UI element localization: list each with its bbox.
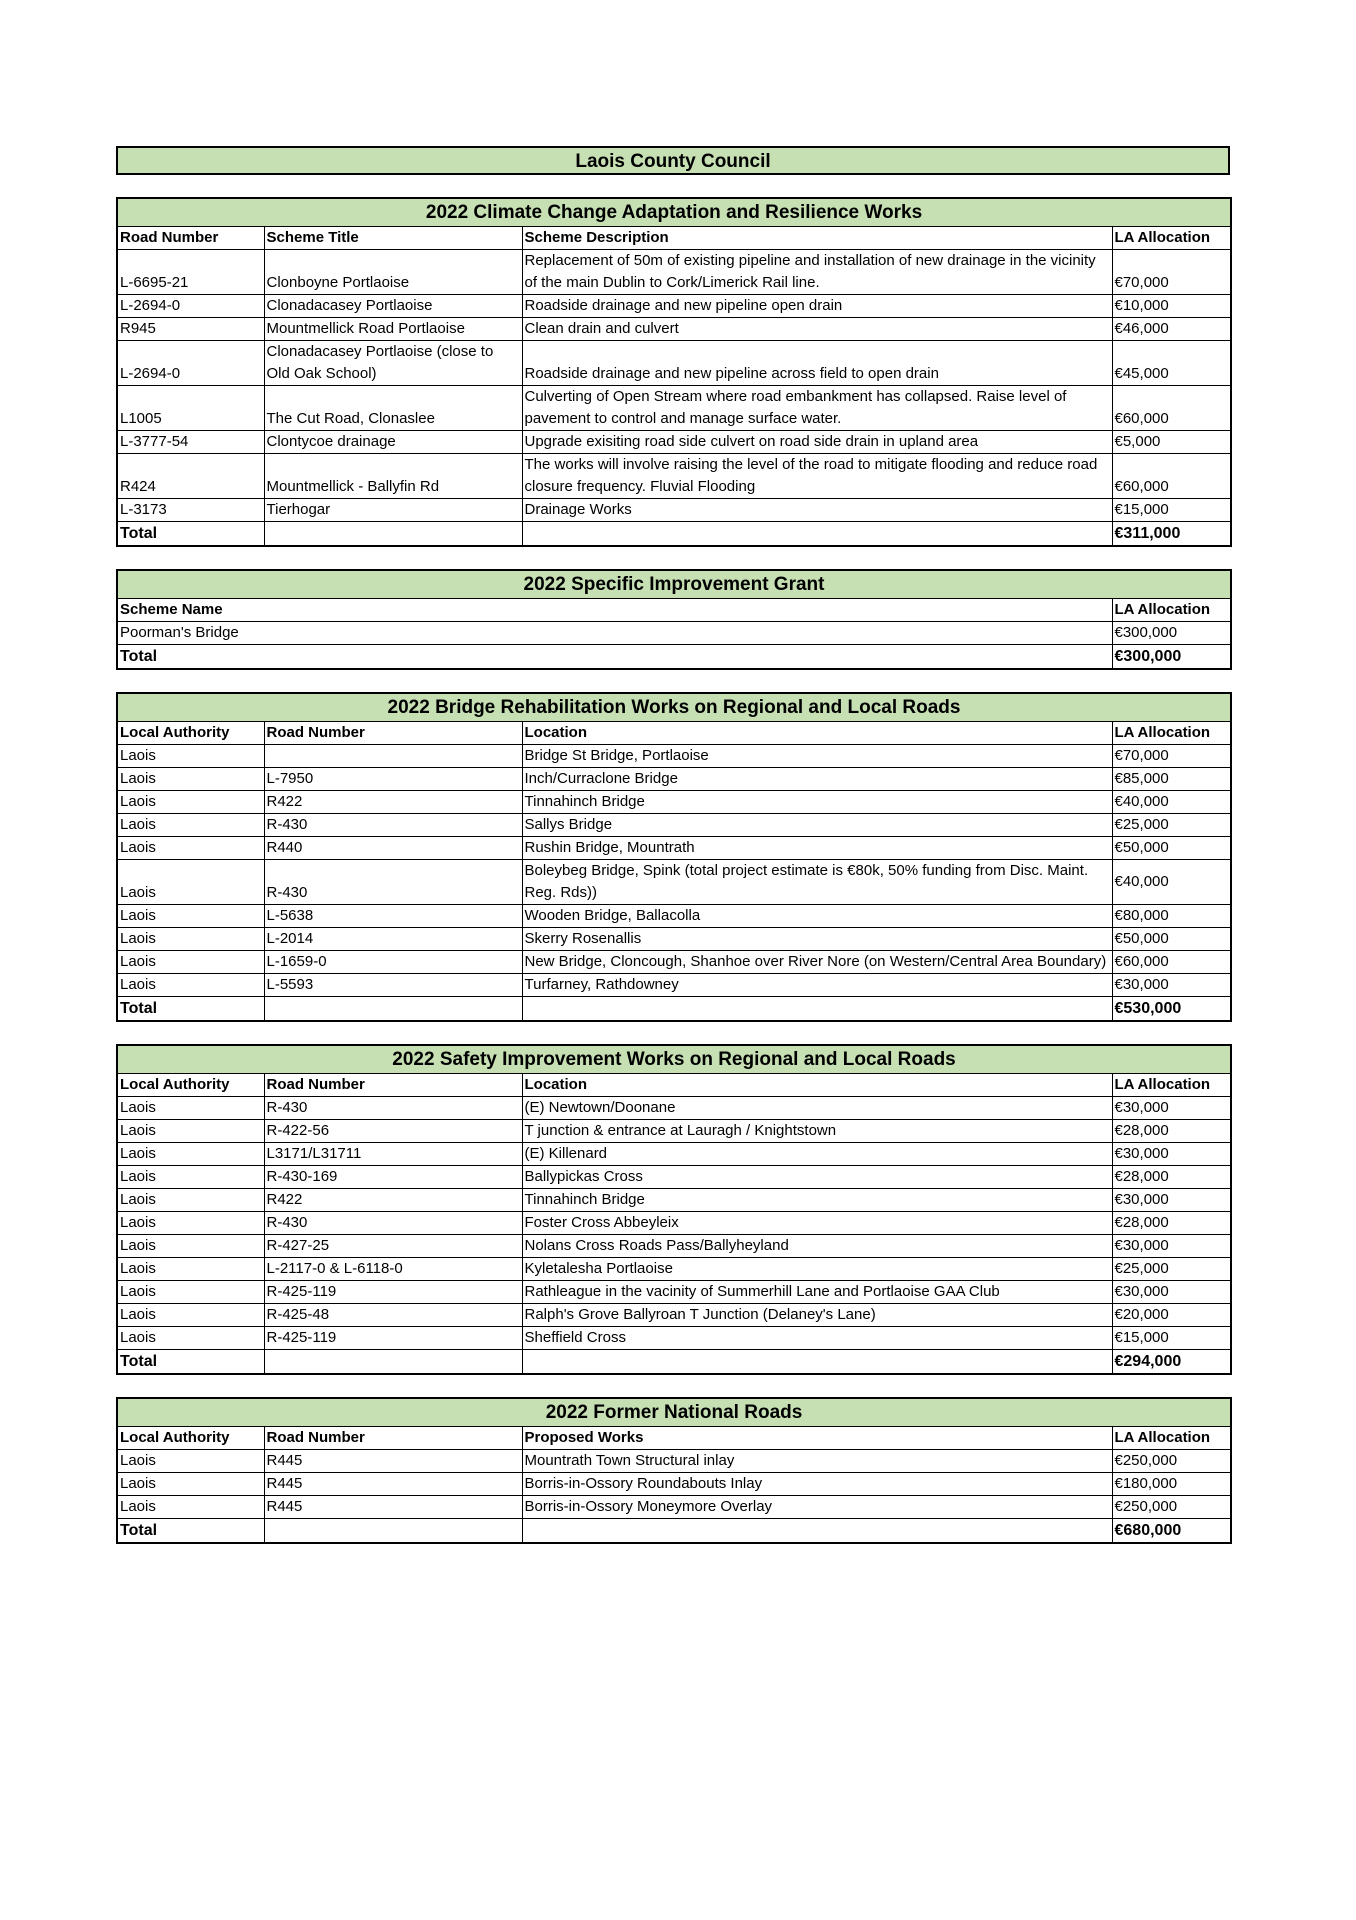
table-row [117, 431, 1231, 454]
total-label: Total [117, 522, 264, 547]
table-cell: R445 [264, 1473, 522, 1496]
total-row [117, 1519, 1231, 1544]
total-cell [264, 1350, 522, 1375]
table-cell: Laois [117, 1496, 264, 1519]
table-cell: R-430-169 [264, 1166, 522, 1189]
table-cell: R-430 [264, 1212, 522, 1235]
table-cell: L1005 [117, 386, 264, 431]
total-label: Total [117, 997, 264, 1022]
table-row [117, 1120, 1231, 1143]
table-row [117, 814, 1231, 837]
table-cell: €25,000 [1112, 814, 1231, 837]
table-cell: Wooden Bridge, Ballacolla [522, 905, 1112, 928]
total-cell [522, 1519, 1112, 1544]
total-label: Total [117, 1519, 264, 1544]
table-cell: €20,000 [1112, 1304, 1231, 1327]
table-cell: Clean drain and culvert [522, 318, 1112, 341]
table-cell: Tierhogar [264, 499, 522, 522]
table-cell: €300,000 [1112, 622, 1231, 645]
section-title-row [117, 1045, 1231, 1074]
table-cell: L-2117-0 & L-6118-0 [264, 1258, 522, 1281]
column-header: Proposed Works [522, 1427, 1112, 1450]
table-row [117, 1143, 1231, 1166]
table-cell: Upgrade exisiting road side culvert on road side drain in upland area [522, 431, 1112, 454]
table-cell: Kyletalesha Portlaoise [522, 1258, 1112, 1281]
table-cell: €25,000 [1112, 1258, 1231, 1281]
table-cell: €15,000 [1112, 1327, 1231, 1350]
section-title-row [117, 570, 1231, 599]
table-row [117, 622, 1231, 645]
table-cell: Clontycoe drainage [264, 431, 522, 454]
table-cell: €15,000 [1112, 499, 1231, 522]
table-cell: Rathleague in the vacinity of Summerhill Lane and Portlaoise GAA Club [522, 1281, 1112, 1304]
table-row [117, 905, 1231, 928]
table-cell: Laois [117, 951, 264, 974]
table-cell: Laois [117, 1189, 264, 1212]
table-cell: Replacement of 50m of existing pipeline and installation of new drainage in the vicinity of the main Dublin to Cork/Limerick Rail line. [522, 250, 1112, 295]
table-cell: Laois [117, 1304, 264, 1327]
total-cell [264, 1519, 522, 1544]
table-cell: Ballypickas Cross [522, 1166, 1112, 1189]
total-amount: €680,000 [1112, 1519, 1231, 1544]
total-cell [522, 522, 1112, 547]
table-cell: Laois [117, 1327, 264, 1350]
column-header: Scheme Title [264, 227, 522, 250]
table-cell: €50,000 [1112, 837, 1231, 860]
table-row [117, 1327, 1231, 1350]
header-row [117, 227, 1231, 250]
table-row [117, 1473, 1231, 1496]
table-row [117, 318, 1231, 341]
safety-improvement-table [116, 1044, 1232, 1375]
total-cell [264, 997, 522, 1022]
table-cell: €30,000 [1112, 1143, 1231, 1166]
table-cell: Boleybeg Bridge, Spink (total project estimate is €80k, 50% funding from Disc. Maint. Reg. Rds)) [522, 860, 1112, 905]
table-cell: Mountrath Town Structural inlay [522, 1450, 1112, 1473]
table-cell: Laois [117, 1473, 264, 1496]
table-cell: Laois [117, 1143, 264, 1166]
former-national-roads-table [116, 1397, 1232, 1544]
table-cell: New Bridge, Cloncough, Shanhoe over River Nore (on Western/Central Area Boundary) [522, 951, 1112, 974]
table-cell: R424 [117, 454, 264, 499]
table-cell: €10,000 [1112, 295, 1231, 318]
section-title-row [117, 1398, 1231, 1427]
table-cell: R445 [264, 1450, 522, 1473]
table-row [117, 1450, 1231, 1473]
total-cell [522, 997, 1112, 1022]
table-cell: R445 [264, 1496, 522, 1519]
table-cell: Laois [117, 860, 264, 905]
total-row [117, 997, 1231, 1022]
section-title: 2022 Former National Roads [117, 1398, 1231, 1427]
table-cell: €30,000 [1112, 1097, 1231, 1120]
table-cell: €250,000 [1112, 1450, 1231, 1473]
table-cell: L-1659-0 [264, 951, 522, 974]
table-cell: Clonadacasey Portlaoise (close to Old Oak School) [264, 341, 522, 386]
table-cell: Skerry Rosenallis [522, 928, 1112, 951]
table-row [117, 1304, 1231, 1327]
table-cell: €80,000 [1112, 905, 1231, 928]
table-cell: €250,000 [1112, 1496, 1231, 1519]
table-cell: L-2694-0 [117, 295, 264, 318]
table-cell: Foster Cross Abbeyleix [522, 1212, 1112, 1235]
table-cell: R945 [117, 318, 264, 341]
table-cell: R-430 [264, 814, 522, 837]
table-cell: Laois [117, 1166, 264, 1189]
table-cell: Ralph's Grove Ballyroan T Junction (Delaney's Lane) [522, 1304, 1112, 1327]
table-row [117, 951, 1231, 974]
table-cell: R-427-25 [264, 1235, 522, 1258]
table-cell: L-2014 [264, 928, 522, 951]
table-cell: L-3777-54 [117, 431, 264, 454]
total-amount: €294,000 [1112, 1350, 1231, 1375]
table-row [117, 341, 1231, 386]
table-cell: Laois [117, 928, 264, 951]
table-cell: €60,000 [1112, 386, 1231, 431]
table-row [117, 1212, 1231, 1235]
table-row [117, 1166, 1231, 1189]
table-cell: Laois [117, 768, 264, 791]
table-cell: €70,000 [1112, 250, 1231, 295]
table-cell: Rushin Bridge, Mountrath [522, 837, 1112, 860]
table-cell: Roadside drainage and new pipeline across field to open drain [522, 341, 1112, 386]
table-row [117, 1496, 1231, 1519]
table-cell: €30,000 [1112, 974, 1231, 997]
total-cell [264, 522, 522, 547]
section-title: 2022 Bridge Rehabilitation Works on Regional and Local Roads [117, 693, 1231, 722]
table-cell: Laois [117, 745, 264, 768]
table-cell: €40,000 [1112, 791, 1231, 814]
table-cell: Laois [117, 791, 264, 814]
table-cell: L-5593 [264, 974, 522, 997]
total-amount: €530,000 [1112, 997, 1231, 1022]
table-cell: L-3173 [117, 499, 264, 522]
column-header: LA Allocation [1112, 1427, 1231, 1450]
table-row [117, 928, 1231, 951]
table-cell: Laois [117, 974, 264, 997]
table-cell: The Cut Road, Clonaslee [264, 386, 522, 431]
table-cell: Culverting of Open Stream where road embankment has collapsed. Raise level of pavement to control and manage surface water. [522, 386, 1112, 431]
table-cell: €30,000 [1112, 1281, 1231, 1304]
header-row [117, 1074, 1231, 1097]
total-amount: €300,000 [1112, 645, 1231, 670]
table-cell: €50,000 [1112, 928, 1231, 951]
table-cell: Borris-in-Ossory Roundabouts Inlay [522, 1473, 1112, 1496]
column-header: LA Allocation [1112, 227, 1231, 250]
table-cell: Mountmellick Road Portlaoise [264, 318, 522, 341]
council-title: Laois County Council [116, 146, 1230, 175]
table-row [117, 1258, 1231, 1281]
total-row [117, 1350, 1231, 1375]
column-header: Scheme Name [117, 599, 1112, 622]
table-cell: €85,000 [1112, 768, 1231, 791]
table-cell: T junction & entrance at Lauragh / Knightstown [522, 1120, 1112, 1143]
table-cell: R422 [264, 791, 522, 814]
document-page [116, 146, 1230, 1544]
table-cell: €60,000 [1112, 951, 1231, 974]
table-row [117, 837, 1231, 860]
table-row [117, 386, 1231, 431]
section-title-row [117, 693, 1231, 722]
table-row [117, 1189, 1231, 1212]
section-title-row [117, 198, 1231, 227]
column-header: Location [522, 1074, 1112, 1097]
table-row [117, 974, 1231, 997]
column-header: LA Allocation [1112, 599, 1231, 622]
table-row [117, 768, 1231, 791]
column-header: Local Authority [117, 1074, 264, 1097]
table-cell: Turfarney, Rathdowney [522, 974, 1112, 997]
table-row [117, 1235, 1231, 1258]
table-row [117, 860, 1231, 905]
table-cell: L-2694-0 [117, 341, 264, 386]
column-header: Road Number [117, 227, 264, 250]
header-row [117, 1427, 1231, 1450]
table-cell: Laois [117, 905, 264, 928]
table-cell: Nolans Cross Roads Pass/Ballyheyland [522, 1235, 1112, 1258]
column-header: Road Number [264, 722, 522, 745]
table-cell: L-6695-21 [117, 250, 264, 295]
table-cell: Poorman's Bridge [117, 622, 1112, 645]
table-cell: €180,000 [1112, 1473, 1231, 1496]
table-cell: L-7950 [264, 768, 522, 791]
column-header: Road Number [264, 1074, 522, 1097]
table-cell: €45,000 [1112, 341, 1231, 386]
table-cell: R440 [264, 837, 522, 860]
table-cell: Sallys Bridge [522, 814, 1112, 837]
table-cell: Laois [117, 1212, 264, 1235]
column-header: LA Allocation [1112, 722, 1231, 745]
table-cell: Laois [117, 837, 264, 860]
table-row [117, 499, 1231, 522]
table-cell: €60,000 [1112, 454, 1231, 499]
table-cell: Mountmellick - Ballyfin Rd [264, 454, 522, 499]
table-cell: (E) Newtown/Doonane [522, 1097, 1112, 1120]
header-row [117, 599, 1231, 622]
table-cell: Clonadacasey Portlaoise [264, 295, 522, 318]
column-header: LA Allocation [1112, 1074, 1231, 1097]
table-cell: R422 [264, 1189, 522, 1212]
table-cell: €40,000 [1112, 860, 1231, 905]
table-cell: L-5638 [264, 905, 522, 928]
table-row [117, 791, 1231, 814]
table-cell: R-430 [264, 860, 522, 905]
total-row [117, 522, 1231, 547]
section-title: 2022 Safety Improvement Works on Regional and Local Roads [117, 1045, 1231, 1074]
table-cell: €28,000 [1112, 1120, 1231, 1143]
table-cell: L3171/L31711 [264, 1143, 522, 1166]
table-cell: Sheffield Cross [522, 1327, 1112, 1350]
column-header: Local Authority [117, 722, 264, 745]
table-cell [264, 745, 522, 768]
table-cell: R-425-48 [264, 1304, 522, 1327]
table-row [117, 745, 1231, 768]
table-cell: R-425-119 [264, 1327, 522, 1350]
table-cell: The works will involve raising the level of the road to mitigate flooding and reduce road closure frequency. Fluvial Flooding [522, 454, 1112, 499]
table-cell: €5,000 [1112, 431, 1231, 454]
column-header: Road Number [264, 1427, 522, 1450]
table-cell: Borris-in-Ossory Moneymore Overlay [522, 1496, 1112, 1519]
table-cell: R-422-56 [264, 1120, 522, 1143]
table-row [117, 1097, 1231, 1120]
column-header: Location [522, 722, 1112, 745]
table-row [117, 454, 1231, 499]
climate-works-table [116, 197, 1232, 547]
section-title: 2022 Specific Improvement Grant [117, 570, 1231, 599]
table-cell: Roadside drainage and new pipeline open drain [522, 295, 1112, 318]
table-cell: €30,000 [1112, 1235, 1231, 1258]
table-cell: Laois [117, 1258, 264, 1281]
table-cell: Laois [117, 1450, 264, 1473]
table-cell: Laois [117, 1235, 264, 1258]
table-cell: Drainage Works [522, 499, 1112, 522]
table-cell: Laois [117, 1120, 264, 1143]
column-header: Local Authority [117, 1427, 264, 1450]
total-label: Total [117, 1350, 264, 1375]
table-cell: (E) Killenard [522, 1143, 1112, 1166]
table-cell: Inch/Curraclone Bridge [522, 768, 1112, 791]
table-cell: R-430 [264, 1097, 522, 1120]
table-cell: R-425-119 [264, 1281, 522, 1304]
table-cell: Tinnahinch Bridge [522, 791, 1112, 814]
table-row [117, 295, 1231, 318]
total-row [117, 645, 1231, 670]
table-cell: Bridge St Bridge, Portlaoise [522, 745, 1112, 768]
table-cell: €70,000 [1112, 745, 1231, 768]
table-cell: Clonboyne Portlaoise [264, 250, 522, 295]
table-cell: Laois [117, 1281, 264, 1304]
table-cell: Laois [117, 814, 264, 837]
table-cell: Laois [117, 1097, 264, 1120]
header-row [117, 722, 1231, 745]
table-cell: €28,000 [1112, 1166, 1231, 1189]
bridge-rehabilitation-table [116, 692, 1232, 1022]
table-cell: €30,000 [1112, 1189, 1231, 1212]
section-title: 2022 Climate Change Adaptation and Resilience Works [117, 198, 1231, 227]
total-amount: €311,000 [1112, 522, 1231, 547]
table-cell: €28,000 [1112, 1212, 1231, 1235]
table-cell: €46,000 [1112, 318, 1231, 341]
specific-improvement-grant-table [116, 569, 1232, 670]
table-cell: Tinnahinch Bridge [522, 1189, 1112, 1212]
column-header: Scheme Description [522, 227, 1112, 250]
total-label: Total [117, 645, 1112, 670]
total-cell [522, 1350, 1112, 1375]
table-row [117, 1281, 1231, 1304]
table-row [117, 250, 1231, 295]
